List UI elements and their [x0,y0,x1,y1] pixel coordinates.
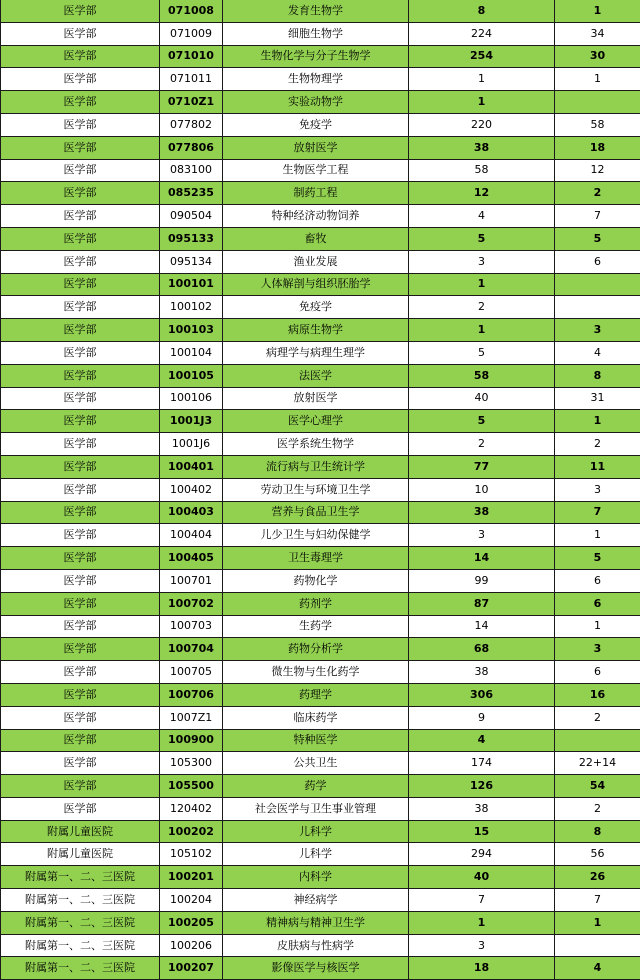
code-cell: 100105 [160,364,223,387]
table-row [1,319,640,342]
dept-cell: 医学部 [1,91,160,114]
major-cell: 制药工程 [223,182,409,205]
code-cell: 071009 [160,22,223,45]
dept-cell: 附属第一、二、三医院 [1,866,160,889]
count-2-cell: 8 [555,364,640,387]
table-row [1,182,640,205]
count-2-cell: 56 [555,843,640,866]
table-row [1,45,640,68]
count-1-cell: 14 [409,615,555,638]
dept-cell: 医学部 [1,296,160,319]
dept-cell: 医学部 [1,205,160,228]
code-cell: 100205 [160,911,223,934]
count-2-cell: 1 [555,524,640,547]
dept-cell: 医学部 [1,752,160,775]
major-cell: 生物化学与分子生物学 [223,45,409,68]
code-cell: 085235 [160,182,223,205]
major-cell: 内科学 [223,866,409,889]
dept-cell: 医学部 [1,410,160,433]
code-cell: 100202 [160,820,223,843]
count-1-cell: 294 [409,843,555,866]
table-row [1,706,640,729]
count-1-cell: 99 [409,569,555,592]
major-cell: 病理学与病理生理学 [223,341,409,364]
table-row [1,501,640,524]
code-cell: 071010 [160,45,223,68]
code-cell: 100102 [160,296,223,319]
major-cell: 流行病与卫生统计学 [223,455,409,478]
table-row [1,524,640,547]
table-row [1,0,640,22]
code-cell: 095134 [160,250,223,273]
table-row [1,934,640,957]
dept-cell: 医学部 [1,364,160,387]
table-row [1,410,640,433]
table-row [1,592,640,615]
count-1-cell: 8 [409,0,555,22]
count-2-cell: 2 [555,433,640,456]
count-2-cell: 26 [555,866,640,889]
count-2-cell: 18 [555,136,640,159]
count-1-cell: 1 [409,319,555,342]
count-2-cell [555,729,640,752]
major-cell: 特种经济动物饲养 [223,205,409,228]
count-1-cell: 306 [409,683,555,706]
major-cell: 渔业发展 [223,250,409,273]
major-cell: 特种医学 [223,729,409,752]
count-1-cell: 15 [409,820,555,843]
code-cell: 105500 [160,775,223,798]
count-1-cell: 40 [409,387,555,410]
dept-cell: 医学部 [1,729,160,752]
major-cell: 营养与食品卫生学 [223,501,409,524]
dept-cell: 医学部 [1,182,160,205]
table-row [1,250,640,273]
count-2-cell: 6 [555,250,640,273]
count-1-cell: 126 [409,775,555,798]
count-1-cell: 3 [409,250,555,273]
count-2-cell: 1 [555,68,640,91]
code-cell: 100206 [160,934,223,957]
dept-cell: 医学部 [1,113,160,136]
count-2-cell: 3 [555,478,640,501]
count-2-cell: 2 [555,182,640,205]
table-row [1,775,640,798]
major-cell: 放射医学 [223,136,409,159]
count-2-cell: 1 [555,0,640,22]
count-2-cell: 6 [555,569,640,592]
code-cell: 100401 [160,455,223,478]
dept-cell: 医学部 [1,68,160,91]
table-row [1,433,640,456]
major-cell: 儿科学 [223,820,409,843]
table-row [1,797,640,820]
major-cell: 临床药学 [223,706,409,729]
count-1-cell: 68 [409,638,555,661]
dept-cell: 医学部 [1,683,160,706]
count-2-cell: 6 [555,661,640,684]
count-2-cell: 2 [555,797,640,820]
code-cell: 1007Z1 [160,706,223,729]
dept-cell: 医学部 [1,706,160,729]
table-row [1,205,640,228]
major-cell: 皮肤病与性病学 [223,934,409,957]
table-row [1,296,640,319]
code-cell: 100706 [160,683,223,706]
code-cell: 090504 [160,205,223,228]
code-cell: 100704 [160,638,223,661]
count-2-cell: 30 [555,45,640,68]
count-2-cell: 22+14 [555,752,640,775]
table-row [1,478,640,501]
dept-cell: 医学部 [1,638,160,661]
major-cell: 药理学 [223,683,409,706]
count-2-cell: 1 [555,911,640,934]
code-cell: 071011 [160,68,223,91]
count-1-cell: 18 [409,957,555,980]
table-row [1,68,640,91]
count-2-cell: 4 [555,957,640,980]
major-cell: 神经病学 [223,889,409,912]
count-1-cell: 7 [409,889,555,912]
code-cell: 077806 [160,136,223,159]
code-cell: 100402 [160,478,223,501]
count-2-cell: 11 [555,455,640,478]
major-cell: 法医学 [223,364,409,387]
count-1-cell: 3 [409,934,555,957]
code-cell: 100403 [160,501,223,524]
dept-cell: 医学部 [1,797,160,820]
count-2-cell: 6 [555,592,640,615]
dept-cell: 医学部 [1,250,160,273]
code-cell: 100207 [160,957,223,980]
dept-cell: 医学部 [1,501,160,524]
code-cell: 105300 [160,752,223,775]
code-cell: 100106 [160,387,223,410]
major-cell: 社会医学与卫生事业管理 [223,797,409,820]
code-cell: 100702 [160,592,223,615]
major-cell: 人体解剖与组织胚胎学 [223,273,409,296]
major-cell: 影像医学与核医学 [223,957,409,980]
dept-cell: 医学部 [1,569,160,592]
count-2-cell: 7 [555,889,640,912]
count-2-cell [555,296,640,319]
dept-cell: 医学部 [1,592,160,615]
count-2-cell [555,91,640,114]
code-cell: 100101 [160,273,223,296]
count-2-cell: 3 [555,638,640,661]
code-cell: 100204 [160,889,223,912]
count-1-cell: 40 [409,866,555,889]
count-1-cell: 4 [409,729,555,752]
table-row [1,843,640,866]
count-2-cell: 1 [555,410,640,433]
count-2-cell: 8 [555,820,640,843]
major-cell: 药剂学 [223,592,409,615]
dept-cell: 医学部 [1,341,160,364]
major-cell: 卫生毒理学 [223,547,409,570]
count-2-cell: 5 [555,227,640,250]
major-cell: 生物物理学 [223,68,409,91]
table-row [1,911,640,934]
table-row [1,866,640,889]
major-cell: 免疫学 [223,296,409,319]
major-cell: 劳动卫生与环境卫生学 [223,478,409,501]
major-cell: 细胞生物学 [223,22,409,45]
dept-cell: 医学部 [1,478,160,501]
code-cell: 077802 [160,113,223,136]
code-cell: 100405 [160,547,223,570]
dept-cell: 医学部 [1,22,160,45]
major-cell: 微生物与生化药学 [223,661,409,684]
table-row [1,569,640,592]
table-row [1,661,640,684]
major-cell: 生物医学工程 [223,159,409,182]
table-row [1,638,640,661]
table-body [1,0,640,980]
dept-cell: 附属儿童医院 [1,843,160,866]
count-2-cell: 16 [555,683,640,706]
dept-cell: 附属第一、二、三医院 [1,934,160,957]
code-cell: 100703 [160,615,223,638]
count-1-cell: 5 [409,341,555,364]
dept-cell: 医学部 [1,455,160,478]
dept-cell: 医学部 [1,0,160,22]
count-1-cell: 2 [409,433,555,456]
dept-cell: 医学部 [1,524,160,547]
code-cell: 105102 [160,843,223,866]
major-cell: 精神病与精神卫生学 [223,911,409,934]
dept-cell: 医学部 [1,136,160,159]
dept-cell: 附属第一、二、三医院 [1,889,160,912]
code-cell: 100104 [160,341,223,364]
table-row [1,455,640,478]
count-1-cell: 1 [409,911,555,934]
table-row [1,22,640,45]
table-row [1,387,640,410]
code-cell: 1001J6 [160,433,223,456]
count-1-cell: 87 [409,592,555,615]
code-cell: 100404 [160,524,223,547]
count-1-cell: 58 [409,364,555,387]
count-2-cell: 4 [555,341,640,364]
code-cell: 120402 [160,797,223,820]
major-cell: 畜牧 [223,227,409,250]
code-cell: 0710Z1 [160,91,223,114]
count-1-cell: 10 [409,478,555,501]
code-cell: 100900 [160,729,223,752]
major-cell: 医学系统生物学 [223,433,409,456]
dept-cell: 医学部 [1,661,160,684]
count-1-cell: 174 [409,752,555,775]
count-1-cell: 38 [409,661,555,684]
count-2-cell: 7 [555,205,640,228]
count-2-cell: 3 [555,319,640,342]
major-cell: 实验动物学 [223,91,409,114]
table-row [1,136,640,159]
dept-cell: 医学部 [1,387,160,410]
count-2-cell: 7 [555,501,640,524]
code-cell: 100201 [160,866,223,889]
count-1-cell: 14 [409,547,555,570]
major-cell: 公共卫生 [223,752,409,775]
count-2-cell: 5 [555,547,640,570]
table-row [1,227,640,250]
table-row [1,729,640,752]
count-2-cell: 54 [555,775,640,798]
major-cell: 免疫学 [223,113,409,136]
dept-cell: 医学部 [1,319,160,342]
dept-cell: 医学部 [1,775,160,798]
code-cell: 100705 [160,661,223,684]
count-1-cell: 3 [409,524,555,547]
count-1-cell: 9 [409,706,555,729]
major-cell: 发育生物学 [223,0,409,22]
count-1-cell: 38 [409,136,555,159]
dept-cell: 附属第一、二、三医院 [1,911,160,934]
major-cell: 儿科学 [223,843,409,866]
major-cell: 放射医学 [223,387,409,410]
count-1-cell: 1 [409,273,555,296]
count-1-cell: 38 [409,797,555,820]
table-row [1,159,640,182]
code-cell: 071008 [160,0,223,22]
dept-cell: 医学部 [1,159,160,182]
count-2-cell: 12 [555,159,640,182]
dept-cell: 医学部 [1,227,160,250]
dept-cell: 医学部 [1,615,160,638]
code-cell: 095133 [160,227,223,250]
table-row [1,341,640,364]
dept-cell: 医学部 [1,273,160,296]
table-row [1,957,640,980]
count-1-cell: 38 [409,501,555,524]
code-cell: 083100 [160,159,223,182]
count-1-cell: 12 [409,182,555,205]
major-cell: 药物化学 [223,569,409,592]
count-1-cell: 58 [409,159,555,182]
count-2-cell [555,934,640,957]
count-1-cell: 2 [409,296,555,319]
count-2-cell [555,273,640,296]
major-cell: 儿少卫生与妇幼保健学 [223,524,409,547]
dept-cell: 附属儿童医院 [1,820,160,843]
major-cell: 医学心理学 [223,410,409,433]
major-cell: 生药学 [223,615,409,638]
dept-cell: 附属第一、二、三医院 [1,957,160,980]
count-1-cell: 77 [409,455,555,478]
table-row [1,683,640,706]
count-2-cell: 31 [555,387,640,410]
dept-cell: 医学部 [1,45,160,68]
table-row [1,820,640,843]
count-1-cell: 220 [409,113,555,136]
table-row [1,273,640,296]
code-cell: 100701 [160,569,223,592]
major-cell: 病原生物学 [223,319,409,342]
dept-cell: 医学部 [1,433,160,456]
count-1-cell: 5 [409,227,555,250]
table-row [1,615,640,638]
major-cell: 药物分析学 [223,638,409,661]
major-cell: 药学 [223,775,409,798]
count-1-cell: 5 [409,410,555,433]
count-2-cell: 34 [555,22,640,45]
table-row [1,364,640,387]
table-row [1,752,640,775]
count-2-cell: 1 [555,615,640,638]
table-row [1,547,640,570]
table-row [1,113,640,136]
count-1-cell: 224 [409,22,555,45]
code-cell: 1001J3 [160,410,223,433]
table-row [1,91,640,114]
count-2-cell: 58 [555,113,640,136]
dept-cell: 医学部 [1,547,160,570]
count-1-cell: 254 [409,45,555,68]
table-row [1,889,640,912]
code-cell: 100103 [160,319,223,342]
count-1-cell: 1 [409,91,555,114]
count-1-cell: 4 [409,205,555,228]
count-1-cell: 1 [409,68,555,91]
count-2-cell: 2 [555,706,640,729]
